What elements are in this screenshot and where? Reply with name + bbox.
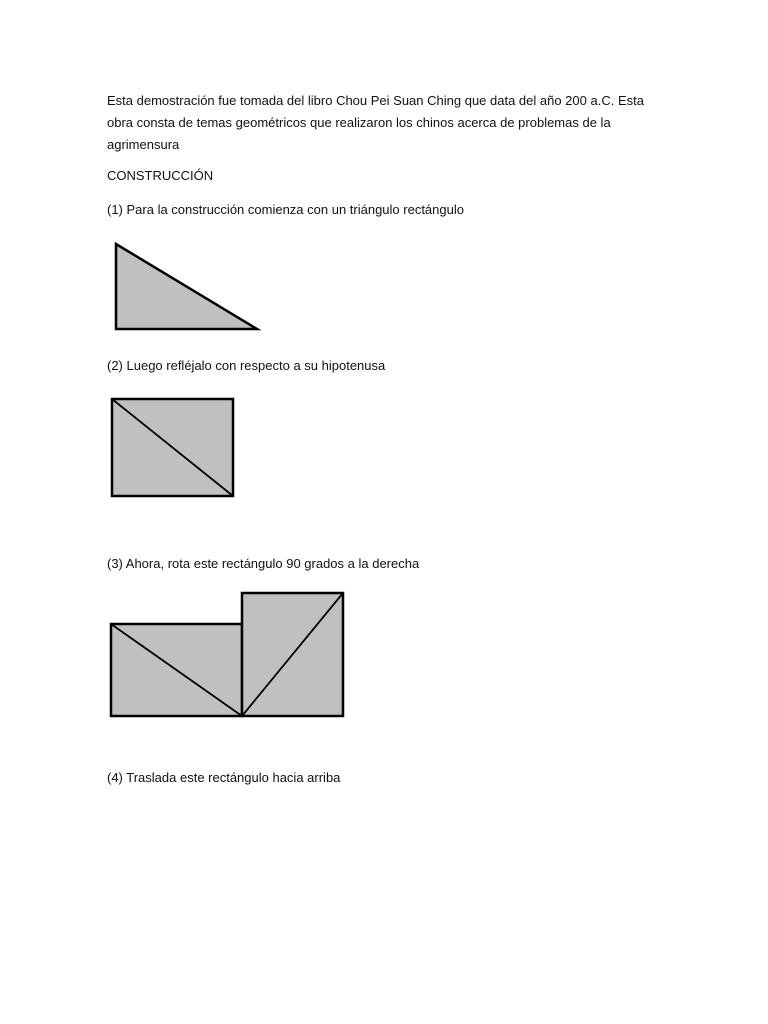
step-2-text: (2) Luego refléjalo con respecto a su hipotenusa xyxy=(107,358,386,373)
intro-line: obra consta de temas geométricos que realizaron los chinos acerca de problemas de la xyxy=(107,115,611,130)
intro-line: agrimensura xyxy=(107,137,180,152)
step-4-text: (4) Traslada este rectángulo hacia arriba xyxy=(107,770,341,785)
construction-heading: CONSTRUCCIÓN xyxy=(107,168,214,183)
intro-line: Esta demostración fue tomada del libro Chou Pei Suan Ching que data del año 200 a.C. Esta xyxy=(107,93,644,108)
step-1-text: (1) Para la construcción comienza con un triángulo rectángulo xyxy=(107,202,464,217)
step-3-text: (3) Ahora, rota este rectángulo 90 grados a la derecha xyxy=(107,556,420,571)
